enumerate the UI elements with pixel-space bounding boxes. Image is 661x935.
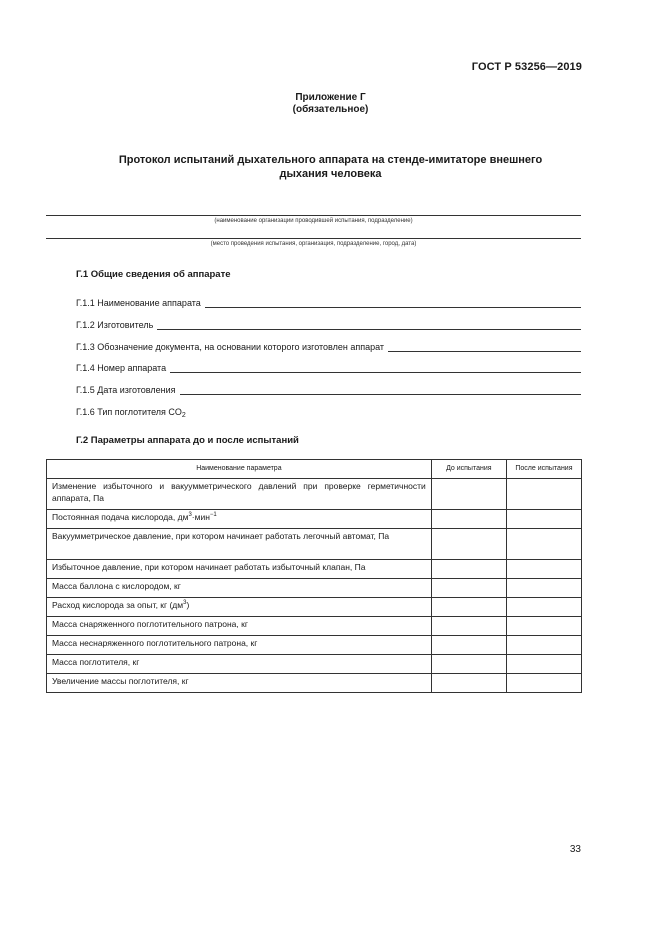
location-caption: (место проведения испытания, организация, подразделение, город, дата) [210, 241, 417, 247]
value-after-cell[interactable] [506, 529, 581, 560]
value-after-cell[interactable] [506, 560, 581, 579]
value-after-cell[interactable] [506, 479, 581, 510]
field-label: Г.1.6 Тип поглотителя $CO_2$ [76, 407, 186, 419]
organization-caption: (наименование организации проводившей испытания, подразделение) [214, 218, 413, 224]
value-before-cell[interactable] [431, 617, 506, 636]
value-before-cell[interactable] [431, 529, 506, 560]
value-before-cell[interactable] [431, 479, 506, 510]
table-row [47, 655, 582, 674]
field-document [76, 340, 581, 352]
field-manufacture-date [76, 383, 581, 395]
field-device-name [76, 296, 581, 308]
field-input-line[interactable] [388, 341, 581, 352]
table-row [47, 674, 582, 693]
value-after-cell[interactable] [506, 510, 581, 529]
table-row [47, 598, 582, 617]
table-row [47, 579, 582, 598]
table-header-row [47, 460, 582, 479]
page-number: 33 [569, 844, 581, 855]
param-name: Постоянная подача кислорода, $дм^3\cdot мин^{-1}$ [47, 510, 432, 529]
appendix-heading [0, 92, 661, 116]
value-before-cell[interactable] [431, 598, 506, 617]
param-name: Изменение избыточного и вакуумметрического давлений при проверке герметичности аппарата, Па [47, 479, 432, 510]
value-before-cell[interactable] [431, 510, 506, 529]
param-name: Масса поглотителя, кг [47, 655, 432, 674]
field-label: Г.1.5 Дата изготовления [76, 385, 176, 395]
table-row [47, 479, 582, 510]
value-before-cell[interactable] [431, 560, 506, 579]
value-before-cell[interactable] [431, 674, 506, 693]
param-name: Масса баллона с кислородом, кг [47, 579, 432, 598]
appendix-status: (обязательное) [292, 104, 369, 115]
document-title [0, 153, 661, 181]
table-row [47, 529, 582, 560]
value-after-cell[interactable] [506, 617, 581, 636]
table-row [47, 636, 582, 655]
field-input-line[interactable] [205, 297, 581, 308]
field-input-line[interactable] [157, 319, 581, 330]
header-before: До испытания [431, 460, 506, 479]
field-manufacturer [76, 318, 581, 330]
document-title-line2: дыхания человека [279, 168, 382, 180]
header-after: После испытания [506, 460, 581, 479]
param-name: Масса снаряженного поглотительного патрона, кг [47, 617, 432, 636]
value-before-cell[interactable] [431, 636, 506, 655]
field-absorber-type [76, 405, 581, 417]
param-name: Расход кислорода за опыт, кг $(дм^3)$ [47, 598, 432, 617]
value-after-cell[interactable] [506, 674, 581, 693]
location-line[interactable] [46, 238, 581, 239]
table-row [47, 510, 582, 529]
field-device-number [76, 361, 581, 373]
value-after-cell[interactable] [506, 579, 581, 598]
co2-subscript: 2 [181, 412, 186, 419]
param-name: Увеличение массы поглотителя, кг [47, 674, 432, 693]
header-parameter: Наименование параметра [47, 460, 432, 479]
table-row [47, 617, 582, 636]
field-input-line[interactable] [170, 362, 581, 373]
param-name: Избыточное давление, при котором начинает работать избыточный клапан, Па [47, 560, 432, 579]
standard-number: ГОСТ Р 53256—2019 [471, 61, 582, 73]
value-after-cell[interactable] [506, 636, 581, 655]
appendix-title: Приложение Г [295, 92, 366, 103]
value-before-cell[interactable] [431, 655, 506, 674]
section1-title: Г.1 Общие сведения об аппарате [76, 269, 231, 280]
field-input-line[interactable] [180, 384, 582, 395]
value-before-cell[interactable] [431, 579, 506, 598]
field-label: Г.1.3 Обозначение документа, на основании которого изготовлен аппарат [76, 342, 385, 352]
value-after-cell[interactable] [506, 655, 581, 674]
field-label: Г.1.1 Наименование аппарата [76, 298, 201, 308]
table-row [47, 560, 582, 579]
field-label: Г.1.4 Номер аппарата [76, 363, 167, 373]
document-title-line1: Протокол испытаний дыхательного аппарата на стенде-имитаторе внешнего [118, 154, 543, 166]
organization-line[interactable] [46, 215, 581, 216]
param-name: Вакуумметрическое давление, при котором начинает работать легочный автомат, Па [47, 529, 432, 560]
parameters-table [46, 459, 582, 693]
param-name: Масса неснаряженного поглотительного патрона, кг [47, 636, 432, 655]
field-label: Г.1.2 Изготовитель [76, 320, 154, 330]
value-after-cell[interactable] [506, 598, 581, 617]
section2-title: Г.2 Параметры аппарата до и после испытаний [76, 435, 299, 446]
